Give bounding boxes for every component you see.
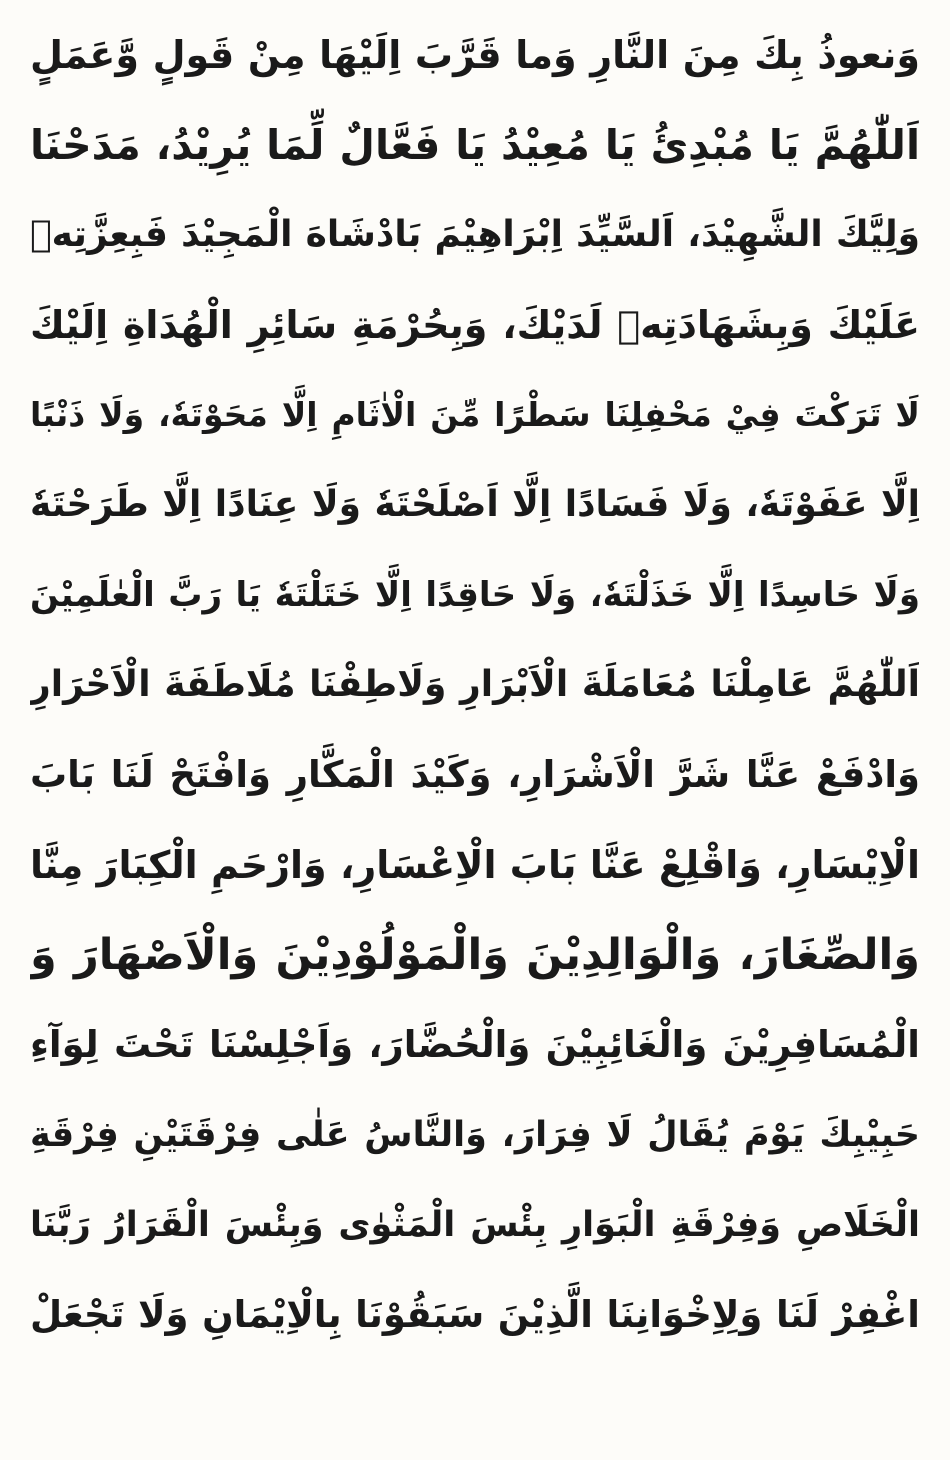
text-line-15: اغْفِرْ لَنَا وَلِاِخْوَانِنَا الَّذِيْنَ سَبَقُوْنَا بِالْاِيْمَانِ وَلَا تَجْعَلْ: [30, 1293, 920, 1336]
prayer-text-block: [30, 10, 920, 1360]
text-line-10: الْاِيْسَارِ، وَاقْلِعْ عَنَّا بَابَ الْاِعْسَارِ، وَارْحَمِ الْكِبَارَ مِنَّا: [30, 843, 920, 887]
text-line-13: حَبِيْبِكَ يَوْمَ يُقَالُ لَا فِرَارَ، وَالنَّاسُ عَلٰى فِرْقَتَيْنِ فِرْقَةِ: [30, 1115, 920, 1155]
text-line-4: عَلَيْكَ وَبِشَهَادَتِهٖ لَدَيْكَ، وَبِحُرْمَةِ سَائِرِ الْهُدَاةِ اِلَيْكَ: [30, 303, 920, 347]
text-line-11: وَالصِّغَارَ، وَالْوَالِدِيْنَ وَالْمَوْلُوْدِيْنَ وَالْاَصْهَارَ وَ: [30, 930, 920, 980]
text-line-9: وَادْفَعْ عَنَّا شَرَّ الْاَشْرَارِ، وَكَيْدَ الْمَكَّارِ وَافْتَحْ لَنَا بَابَ: [30, 753, 920, 796]
text-line-14: الْخَلَاصِ وَفِرْقَةِ الْبَوَارِ بِئْسَ الْمَثْوٰى وَبِئْسَ الْقَرَارُ رَبَّنَا: [30, 1205, 920, 1245]
text-line-1: وَنعوذُ بِكَ مِنَ النَّارِ وَما قَرَّبَ اِلَيْهَا مِنْ قَولٍ وَّعَمَلٍ: [30, 33, 920, 77]
text-line-3: وَلِيَّكَ الشَّهِيْدَ، اَلسَّيِّدَ اِبْرَاهِيْمَ بَادْشَاهَ الْمَجِيْدَ فَبِعِزَّتِهٖ: [30, 214, 920, 255]
text-line-5: لَا تَرَكْتَ فِيْ مَحْفِلِنَا سَطْرًا مِّنَ الْاٰثَامِ اِلَّا مَحَوْتَهٗ، وَلَا ذَنْبًا: [30, 395, 920, 434]
text-line-8: اَللّٰهُمَّ عَامِلْنَا مُعَامَلَةَ الْاَبْرَارِ وَلَاطِفْنَا مُلَاطَفَةَ الْاَحْرَارِ: [30, 664, 920, 705]
text-line-7: وَلَا حَاسِدًا اِلَّا خَذَلْتَهٗ، وَلَا حَاقِدًا اِلَّا خَتَلْتَهٗ يَا رَبَّ الْعٰلَمِيْنَ: [30, 575, 920, 615]
text-line-6: اِلَّا عَفَوْتَهٗ، وَلَا فَسَادًا اِلَّا اَصْلَحْتَهٗ وَلَا عِنَادًا اِلَّا طَرَحْتَهٗ: [30, 484, 920, 525]
text-line-12: الْمُسَافِرِيْنَ وَالْغَائِبِيْنَ وَالْحُضَّارَ، وَاَجْلِسْنَا تَحْتَ لِوَآءِ: [30, 1023, 920, 1066]
text-line-2: اَللّٰهُمَّ يَا مُبْدِئُ يَا مُعِيْدُ يَا فَعَّالٌ لِّمَا يُرِيْدُ، مَدَحْنَا: [30, 121, 920, 169]
